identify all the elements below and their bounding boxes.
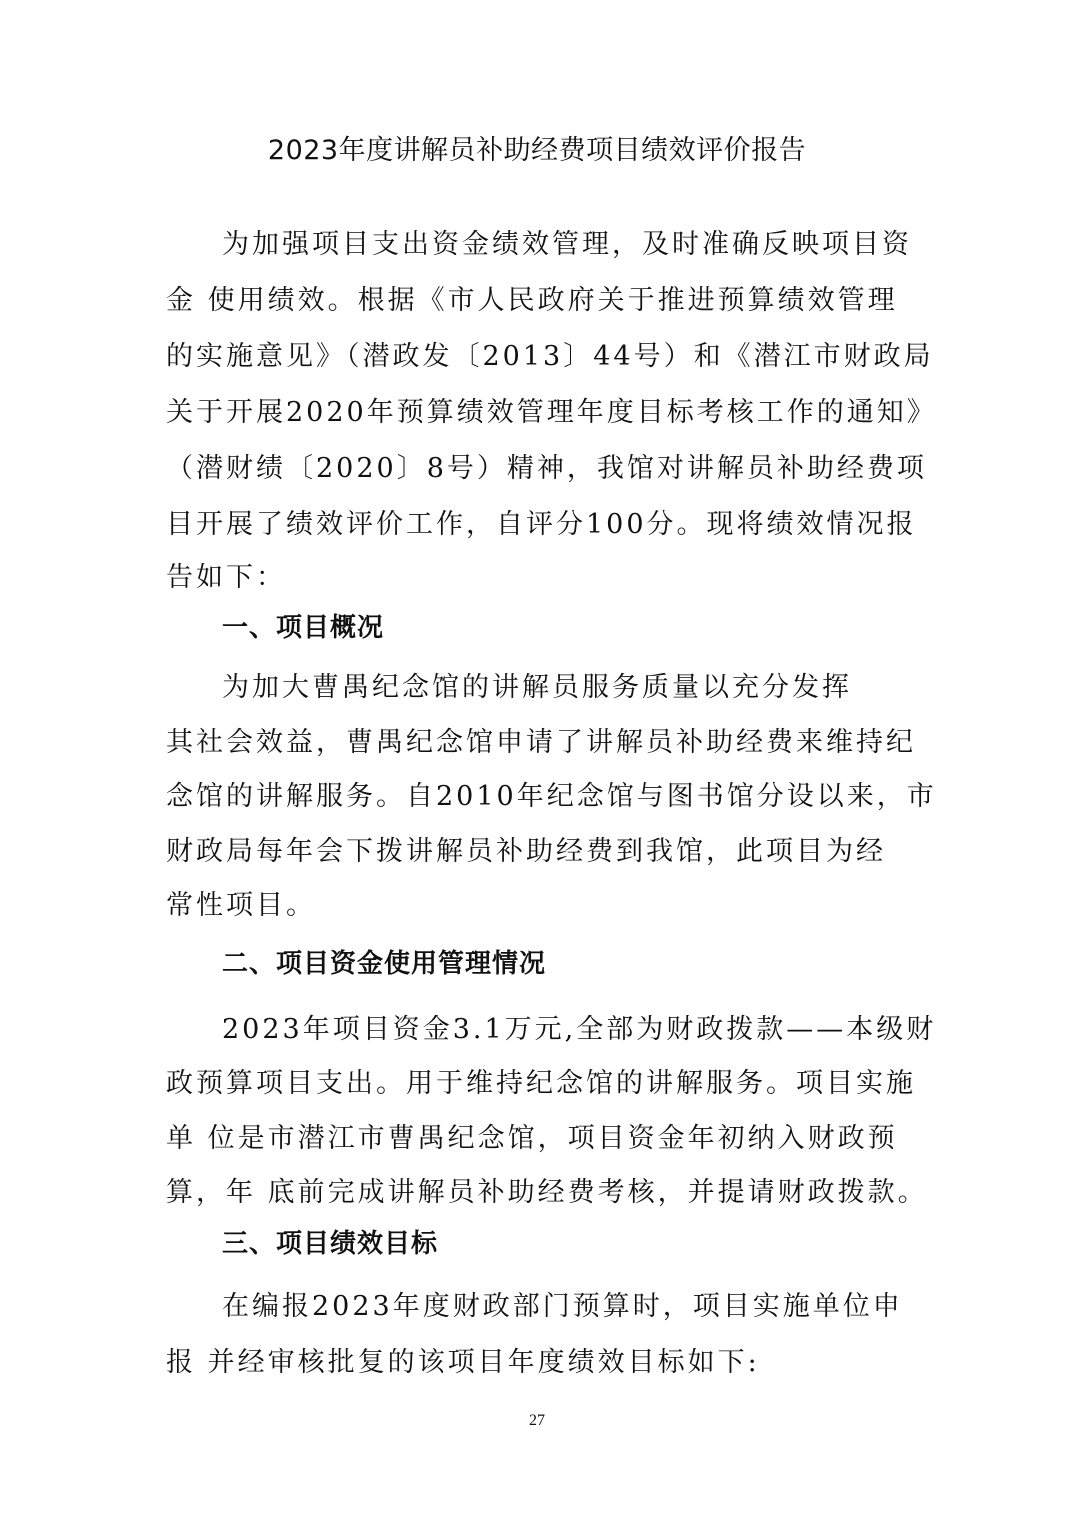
section2-line-4: 算，年 底前完成讲解员补助经费考核，并提请财政拨款。 (166, 1177, 928, 1208)
section-heading-1: 一、项目概况 (222, 613, 385, 643)
section3-line-2: 报 并经审核批复的该项目年度绩效目标如下: (166, 1347, 760, 1378)
section-heading-2: 二、项目资金使用管理情况 (222, 949, 547, 979)
intro-line-5: （潜财绩〔2020〕8号）精神，我馆对讲解员补助经费项 (166, 453, 927, 484)
section1-line-4: 财政局每年会下拨讲解员补助经费到我馆，此项目为经 (166, 836, 886, 867)
section2-line-3: 单 位是市潜江市曹禺纪念馆，项目资金年初纳入财政预 (166, 1123, 898, 1154)
section1-line-1: 为加大曹禺纪念馆的讲解员服务质量以充分发挥 (222, 672, 852, 703)
section-heading-3: 三、项目绩效目标 (222, 1229, 439, 1259)
section1-line-3: 念馆的讲解服务。自2010年纪念馆与图书馆分设以来，市 (166, 781, 937, 812)
section1-line-5: 常性项目。 (166, 890, 316, 921)
section3-line-1: 在编报2023年度财政部门预算时，项目实施单位申 (222, 1291, 903, 1322)
section2-line-1: 2023年项目资金3.1万元,全部为财政拨款——本级财 (222, 1014, 937, 1045)
section2-line-2: 政预算项目支出。用于维持纪念馆的讲解服务。项目实施 (166, 1068, 916, 1099)
intro-line-1: 为加强项目支出资金绩效管理，及时准确反映项目资 (222, 229, 912, 260)
page-number: 27 (529, 1412, 545, 1429)
intro-line-4: 关于开展2020年预算绩效管理年度目标考核工作的通知》 (166, 397, 937, 428)
intro-line-2: 金 使用绩效。根据《市人民政府关于推进预算绩效管理 (166, 285, 898, 316)
intro-line-3: 的实施意见》（潜政发〔2013〕44号）和《潜江市财政局 (166, 341, 934, 372)
intro-line-7: 告如下： (166, 562, 286, 593)
intro-line-6: 目开展了绩效评价工作，自评分100分。现将绩效情况报 (166, 509, 917, 540)
document-title: 2023年度讲解员补助经费项目绩效评价报告 (267, 135, 807, 166)
section1-line-2: 其社会效益，曹禺纪念馆申请了讲解员补助经费来维持纪 (166, 727, 916, 758)
